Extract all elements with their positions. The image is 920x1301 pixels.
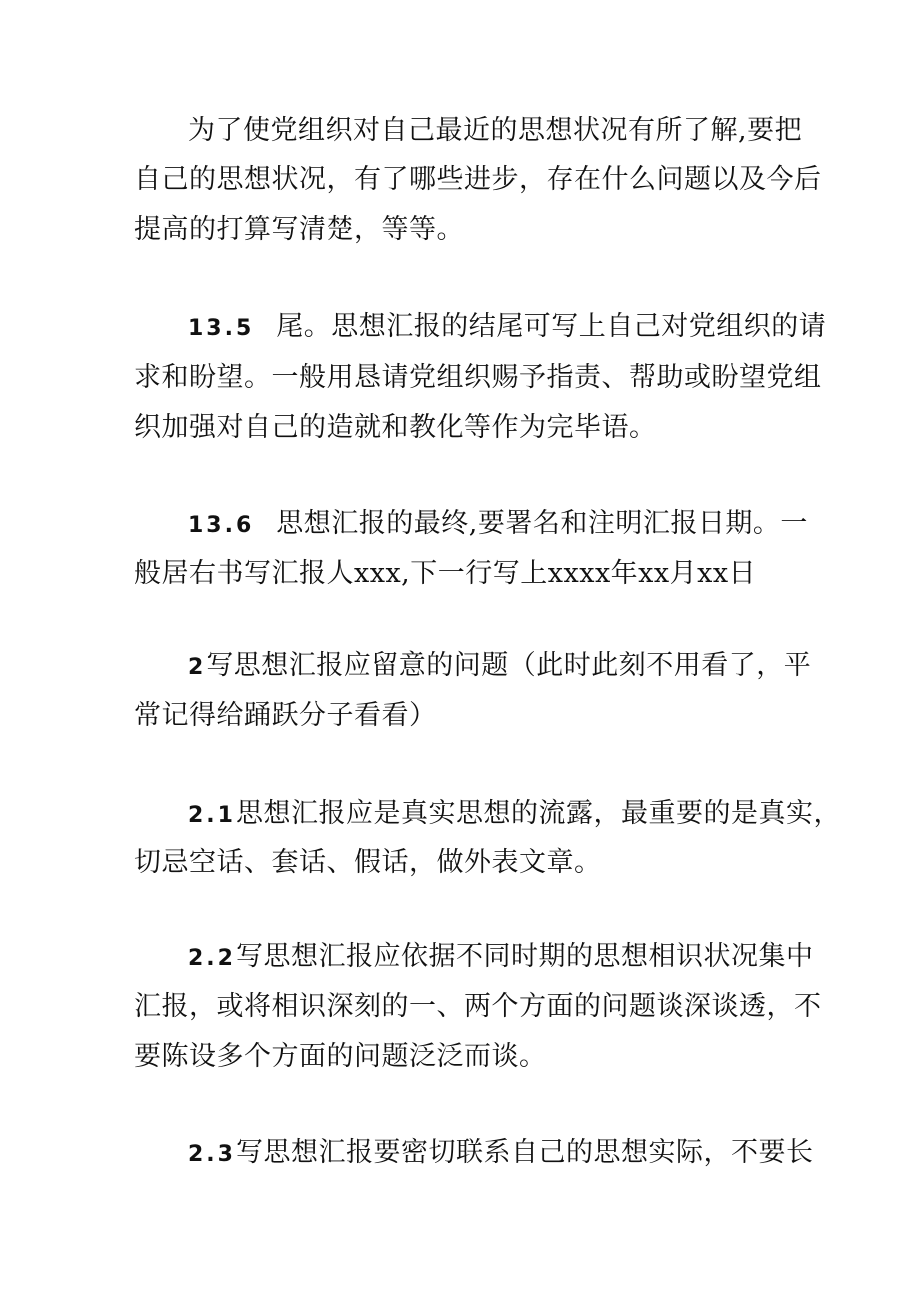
paragraph-line: 求和盼望。一般用恳请党组织赐予指责、帮助或盼望党组 bbox=[134, 362, 822, 393]
section-number: 13.6 bbox=[188, 513, 255, 538]
paragraph-text: 尾。思想汇报的结尾可写上自己对党组织的请 bbox=[276, 311, 827, 342]
paragraph-line: 为了使党组织对自己最近的思想状况有所了解,要把 bbox=[188, 115, 803, 146]
section-number: 2 bbox=[188, 655, 207, 680]
paragraph-line bbox=[188, 935, 813, 979]
section-number: 2.1 bbox=[188, 803, 236, 828]
paragraph-line: 要陈设多个方面的问题泛泛而谈。 bbox=[134, 1041, 547, 1072]
paragraph-line: 切忌空话、套话、假话，做外表文章。 bbox=[134, 847, 602, 878]
section-number: 2.2 bbox=[188, 946, 236, 971]
paragraph-text: 写思想汇报应留意的问题（此时此刻不用看了，平 bbox=[206, 650, 812, 681]
paragraph-line: 提高的打算写清楚，等等。 bbox=[134, 214, 464, 245]
paragraph-line bbox=[188, 792, 841, 836]
paragraph-line: 自己的思想状况，有了哪些进步，存在什么问题以及今后 bbox=[134, 164, 822, 195]
paragraph-text: 思想汇报应是真实思想的流露，最重要的是真实， bbox=[235, 798, 841, 829]
paragraph-text: 思想汇报的最终,要署名和注明汇报日期。一 bbox=[276, 508, 808, 539]
section-number: 13.5 bbox=[188, 316, 255, 341]
paragraph-line bbox=[188, 644, 811, 688]
paragraph-line bbox=[188, 1131, 813, 1175]
paragraph-line: 常记得给踊跃分子看看） bbox=[134, 700, 437, 731]
paragraph-line bbox=[188, 502, 808, 546]
paragraph-text: 写思想汇报应依据不同时期的思想相识状况集中 bbox=[235, 941, 814, 972]
paragraph-text: 写思想汇报要密切联系自己的思想实际，不要长 bbox=[235, 1137, 814, 1168]
paragraph-line bbox=[188, 305, 826, 349]
section-number: 2.3 bbox=[188, 1142, 236, 1167]
paragraph-line: 汇报，或将相识深刻的一、两个方面的问题谈深谈透，不 bbox=[134, 991, 822, 1022]
paragraph-line: 般居右书写汇报人xxx,下一行写上xxxx年xx月xx日 bbox=[134, 558, 757, 589]
paragraph-line: 织加强对自己的造就和教化等作为完毕语。 bbox=[134, 412, 657, 443]
